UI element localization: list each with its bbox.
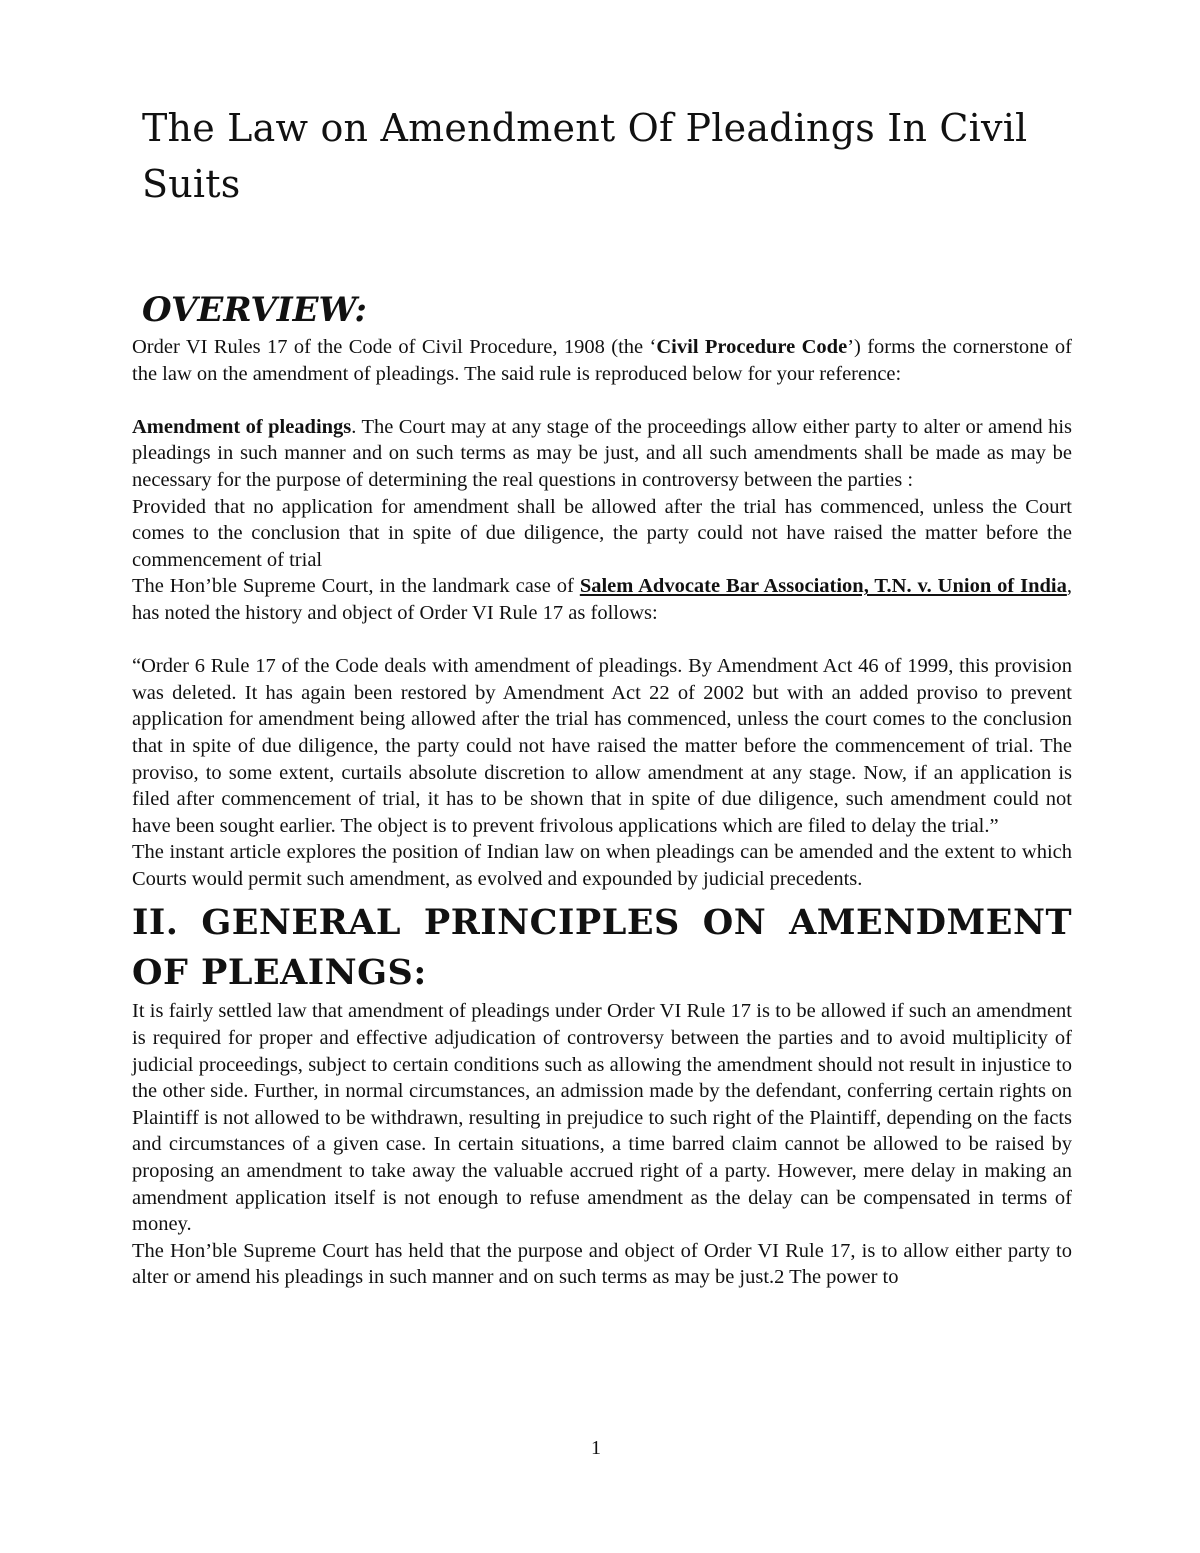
intro-text-end: ’) forms the cornerstone of the law on the amendment of pleadings. The said rule is reproduced below for your reference: [132, 336, 1072, 385]
intro-paragraph [132, 334, 1072, 387]
paragraph-gap [132, 627, 1072, 654]
landmark-text-after: , has noted the history and object of Order VI Rule 17 as follows: [132, 575, 1072, 624]
landmark-case-paragraph [132, 573, 1072, 626]
case-name-link[interactable]: Salem Advocate Bar Association, T.N. v. Union of India [579, 575, 1067, 598]
landmark-text-before: The Hon’ble Supreme Court, in the landmark case of [132, 575, 580, 598]
civil-procedure-code-term: Civil Procedure Code [656, 336, 848, 358]
paragraph-gap [132, 387, 1072, 414]
section-heading-general-principles: II. GENERAL PRINCIPLES ON AMENDMENT OF PLEAINGS: [132, 902, 1072, 994]
instant-article-paragraph: The instant article explores the position of Indian law on when pleadings can be amended and the extent to which Courts would permit such amendment, as evolved and expounded by judicial precedents. [132, 841, 1072, 890]
overview-heading: OVERVIEW: [142, 290, 367, 330]
document-page [132, 100, 1072, 1291]
principles-paragraph: It is fairly settled law that amendment of pleadings under Order VI Rule 17 is to be allowed if such an amendment is required for proper and effective adjudication of controversy between the parties and to avoid multiplicity of judicial proceedings, subject to certain conditions such as allowing the amendment should not result in injustice to the other side. Further, in normal circumstances, an admission made by the defendant, conferring certain rights on Plaintiff is not allowed to be withdrawn, resulting in prejudice to such right of the Plaintiff, depending on the facts and circumstances of a given case. In certain situations, a time barred claim cannot be allowed to be raised by proposing an amendment to take away the valuable accrued right of a party. However, mere delay in making an amendment application itself is not enough to refuse amendment as the delay can be compensated in terms of money. [132, 1000, 1072, 1236]
document-title: The Law on Amendment Of Pleadings In Civil Suits [142, 106, 1028, 206]
proviso-paragraph: Provided that no application for amendment shall be allowed after the trial has commenced, unless the Court comes to the conclusion that in spite of due diligence, the party could not have raised the matter before the commencement of trial [132, 495, 1072, 571]
purpose-paragraph: The Hon’ble Supreme Court has held that the purpose and object of Order VI Rule 17, is to allow either party to alter or amend his pleadings in such manner and on such terms as may be just.2 The power to [132, 1239, 1072, 1289]
rule-body: . The Court may at any stage of the proceedings allow either party to alter or amend his pleadings in such manner and on such terms as may be just, and all such amendments shall be made as may be necessary for the purpose of determining the real questions in controversy between the parties : [132, 415, 1073, 491]
rule-bold-lead: Amendment of pleadings [132, 415, 352, 438]
quote-paragraph: “Order 6 Rule 17 of the Code deals with amendment of pleadings. By Amendment Act 46 of 1999, this provision was deleted. It has again been restored by Amendment Act 22 of 2002 but with an added proviso to prevent application for amendment being allowed after the trial has commenced, unless the court comes to the conclusion that in spite of due diligence, the party could not have raised the matter before the commencement of trial. The proviso, to some extent, curtails absolute discretion to allow amendment at any stage. Now, if an application is filed after commencement of trial, it has to be shown that in spite of due diligence, such amendment could not have been sought earlier. The object is to prevent frivolous applications which are filed to delay the trial.” [132, 655, 1072, 837]
page-number: 1 [591, 1437, 601, 1459]
rule-text-paragraph [132, 414, 1072, 494]
intro-text-start: Order VI Rules 17 of the Code of Civil Procedure, 1908 (the ‘ [132, 336, 657, 358]
